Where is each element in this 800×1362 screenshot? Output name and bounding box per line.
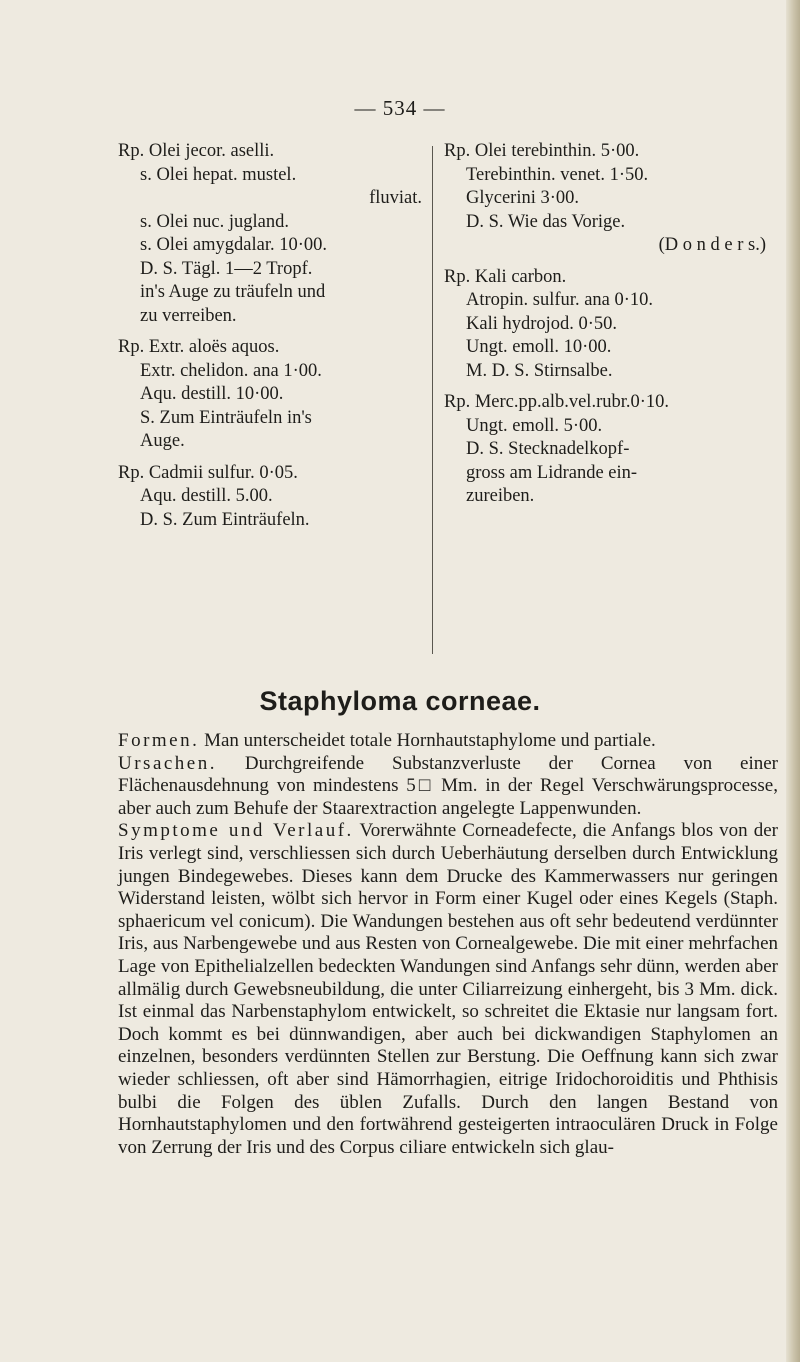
rx-line: D. S. Wie das Vorige. (466, 211, 626, 232)
prescription-2 (118, 336, 430, 454)
prescription-1 (118, 140, 430, 328)
rx-line: Rp. Olei terebinthin. 5·00. (444, 141, 640, 161)
paragraph-ursachen (118, 753, 778, 821)
paragraph-text: Vorerwähnte Corneadefecte, die Anfangs blos von der Iris verlegt sind, verschliessen sich durch Ueberhäutung derselben durch Entwicklung jungen Bindegewebes. Dieses kann dem Drucke des Kammerwassers nur geringen Widerstand leisten, wölbt sich hervor in Form einer Kugel oder eines Kegels (Staph. sphaericum vel conicum). Die Wandungen bestehen aus oft sehr bedeutend verdünnter Iris, aus Narbengewebe und aus Resten von Cornealgewebe. Die mit einer mehrfachen Lage von Epithelialzellen bedeckten Wandungen sind Anfangs sehr dünn, werden aber allmälig durch Gewebsneubildung, die unter Ciliarreizung einhergeht, bis 3 Mm. dick. Ist einmal das Narbenstaphylom entwickelt, so schreitet die Ektasie nur langsam fort. Doch kommt es bei dünnwandigen, aber auch bei dickwandigen Staphylomen an einzelnen, besonders verdünnten Stellen zur Berstung. Die Oeffnung kann sich zwar wieder schliessen, oft aber sind Hämorrhagien, eitrige Iridochoroiditis und Phthisis bulbi die Folgen des üblen Zufalls. Durch den langen Bestand von Hornhautstaphylomen und den fortwährend gesteigerten intraoculären Druck in Folge von Zerrung der Iris und des Corpus ciliare entwickeln sich glau- (118, 820, 778, 1158)
rx-line: D. S. Zum Einträufeln. (140, 509, 310, 530)
body-text (118, 730, 778, 1159)
prescription-6 (444, 391, 774, 509)
rx-line: D. S. Tägl. 1—2 Tropf. (140, 258, 313, 279)
page-number: — 534 — (354, 96, 446, 120)
rx-line: Atropin. sulfur. ana 0·10. (466, 290, 654, 310)
rx-line: Kali hydrojod. 0·50. (466, 313, 618, 334)
rx-line: Rp. Olei jecor. aselli. (118, 141, 275, 161)
rx-line: S. Zum Einträufeln in's (140, 407, 312, 428)
rx-line: Terebinthin. venet. 1·50. (466, 164, 649, 185)
paragraph-lead: Symptome und Verlauf. (118, 820, 354, 842)
rx-line: s. Olei amygdalar. 10·00. (140, 235, 328, 255)
rx-line: Glycerini 3·00. (466, 188, 580, 208)
rx-line: in's Auge zu träufeln und (140, 282, 326, 302)
rx-line: Aqu. destill. 10·00. (140, 384, 284, 404)
column-divider (432, 146, 433, 654)
paragraph-symptome (118, 820, 778, 1159)
rx-line: M. D. S. Stirnsalbe. (466, 360, 613, 381)
page-edge (786, 0, 800, 1362)
prescription-5 (444, 266, 774, 384)
rx-line: Rp. Cadmii sulfur. 0·05. (118, 462, 298, 483)
prescription-3 (118, 462, 430, 533)
paragraph-text: Durchgreifende Substanzverluste der Cornea von einer Flächenausdehnung von mindestens 5□ Mm. in der Regel Verschwärungsprocesse, aber auch zum Behufe der Staarextraction angelegte Lappenwunden. (118, 752, 778, 819)
rx-line: Ungt. emoll. 10·00. (466, 337, 612, 357)
rx-line: Auge. (140, 431, 185, 451)
paragraph-formen (118, 730, 778, 753)
rx-line: fluviat. (369, 188, 422, 208)
right-prescription-column (444, 140, 774, 517)
rx-line: zu verreiben. (140, 305, 237, 326)
rx-line: Extr. chelidon. ana 1·00. (140, 360, 322, 381)
rx-line: s. Olei nuc. jugland. (140, 211, 290, 232)
prescription-4 (444, 140, 774, 258)
paragraph-lead: Formen. (118, 730, 200, 751)
rx-line: Ungt. emoll. 5·00. (466, 415, 603, 436)
rx-line: gross am Lidrande ein- (466, 462, 638, 483)
rx-line: D. S. Stecknadelkopf- (466, 439, 630, 459)
rx-line: Rp. Extr. aloës aquos. (118, 337, 280, 357)
rx-line: Aqu. destill. 5.00. (140, 486, 273, 506)
left-prescription-column (118, 140, 430, 540)
rx-line: Rp. Merc.pp.alb.vel.rubr.0·10. (444, 392, 670, 412)
author-credit: (D o n d e r s.) (658, 235, 766, 255)
section-title: Staphyloma corneae. (259, 686, 541, 716)
paragraph-lead: Ursachen. (118, 752, 217, 774)
rx-line: Rp. Kali carbon. (444, 266, 567, 287)
paragraph-text: Man unterscheidet totale Hornhautstaphylome und partiale. (199, 730, 656, 751)
rx-line: zureiben. (466, 486, 535, 506)
rx-line: s. Olei hepat. mustel. (140, 164, 297, 185)
